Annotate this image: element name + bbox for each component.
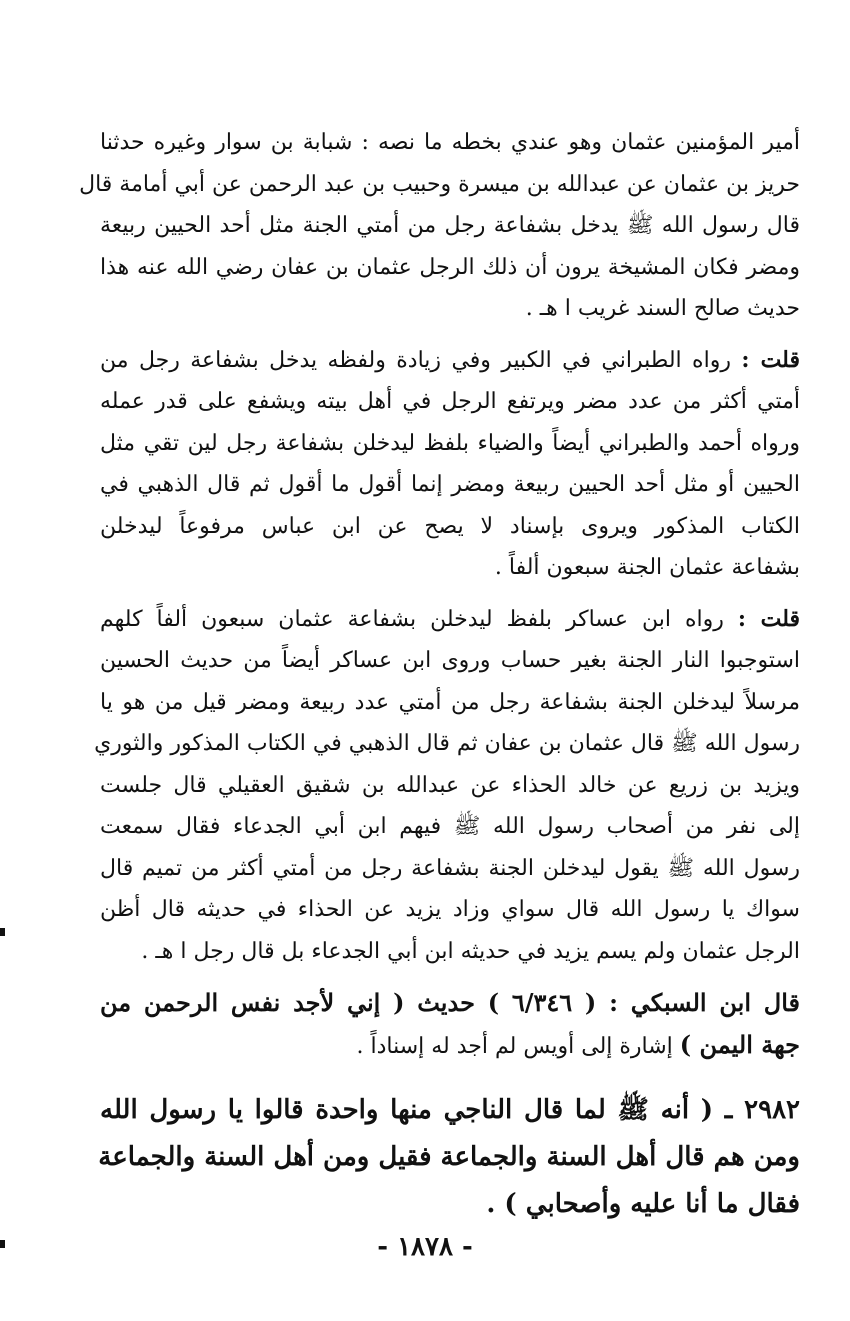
text-line: ورواه أحمد والطبراني أيضاً والضياء بلفظ ليدخلن بشفاعة رجل لين تقي مثل [100,430,800,456]
text-line: ويزيد بن زريع عن خالد الحذاء عن عبدالله بن شقيق العقيلي قال جلست [100,772,800,798]
text-line-content: رواه ابن عساكر بلفظ ليدخلن بشفاعة عثمان سبعون ألفاً كلهم [100,606,724,632]
page-number: - ١٨٧٨ - [377,1232,473,1262]
text-line: بشفاعة عثمان الجنة سبعون ألفاً . [494,555,800,580]
text-line [100,1024,800,1066]
text-line: الكتاب المذكور ويروى بإسناد لا يصح عن ابن عباس مرفوعاً ليدخلن [100,513,801,539]
paragraph-4 [100,982,800,1065]
text-line: استوجبوا النار الجنة بغير حساب وروى ابن عساكر أيضاً من حديث الحسين [100,648,800,673]
text-line: مرسلاً ليدخلن الجنة بشفاعة رجل من أمتي عدد ربيعة ومضر قيل من هو يا [100,689,800,715]
paragraph-3 [94,599,801,973]
text-line: رسول الله ﷺ قال عثمان بن عفان ثم قال الذهبي في الكتاب المذكور والثوري [94,731,800,756]
scan-edge-mark [0,928,5,936]
hadith-entry [100,1087,800,1228]
document-page [79,122,801,1228]
text-line: رسول الله ﷺ يقول ليدخلن الجنة بشفاعة رجل من أمتي أكثر من تميم قال [100,855,800,881]
entry-line: فقال ما أنا عليه وأصحابي ) . [486,1189,800,1219]
text-line: حديث صالح السند غريب ا هـ . [525,296,800,321]
scan-edge-mark [0,1240,5,1248]
text-line: ومضر فكان المشيخة يرون أن ذلك الرجل عثمان بن عفان رضي الله عنه هذا [100,254,801,280]
entry-line: ومن هم قال أهل السنة والجماعة فقيل ومن أهل السنة والجماعة [98,1142,800,1172]
paragraph-1 [79,122,801,330]
text-line [100,340,800,382]
entry-line: ٢٩٨٢ ـ ( أنه ﷺ لما قال الناجي منها واحدة قالوا يا رسول الله [100,1095,800,1125]
text-line: أمير المؤمنين عثمان وهو عندي بخطه ما نصه : شبابة بن سوار وغيره حدثنا [100,130,800,155]
text-line: حريز بن عثمان عن عبدالله بن ميسرة وحبيب بن عبد الرحمن عن أبي أمامة قال [79,171,800,197]
text-line [100,599,800,641]
text-line: سواك يا رسول الله قال سواي وزاد يزيد عن الحذاء في حديثه قال أظن [100,897,800,922]
paragraph-label: قلت : [737,605,801,632]
paragraph-label: قلت : [741,346,800,373]
bold-phrase: جهة اليمن ) [679,1029,800,1059]
text-line: إلى نفر من أصحاب رسول الله ﷺ فيهم ابن أبي الجدعاء فقال سمعت [100,814,800,839]
text-line-content: رواه الطبراني في الكبير وفي زيادة ولفظه يدخل بشفاعة رجل من [100,347,731,373]
text-line: الحيين أو مثل أحد الحيين ربيعة ومضر إنما أقول ما أقول ثم قال الذهبي في [100,472,800,497]
text-line-content: إشارة إلى أويس لم أجد له إسناداً . [356,1033,673,1059]
text-line: قال رسول الله ﷺ يدخل بشفاعة رجل من أمتي الجنة مثل أحد الحيين ربيعة [100,213,800,238]
text-line: أمتي أكثر من عدد مضر ويرتفع الرجل في أهل بيته ويشفع على قدر عمله [100,389,800,414]
text-line: الرجل عثمان ولم يسم يزيد في حديثه ابن أبي الجدعاء بل قال رجل ا هـ . [141,938,800,964]
paragraph-2 [100,340,800,589]
text-line: قال ابن السبكي : ( ٦/٣٤٦ ) حديث ( إني لأجد نفس الرحمن من [100,988,800,1017]
